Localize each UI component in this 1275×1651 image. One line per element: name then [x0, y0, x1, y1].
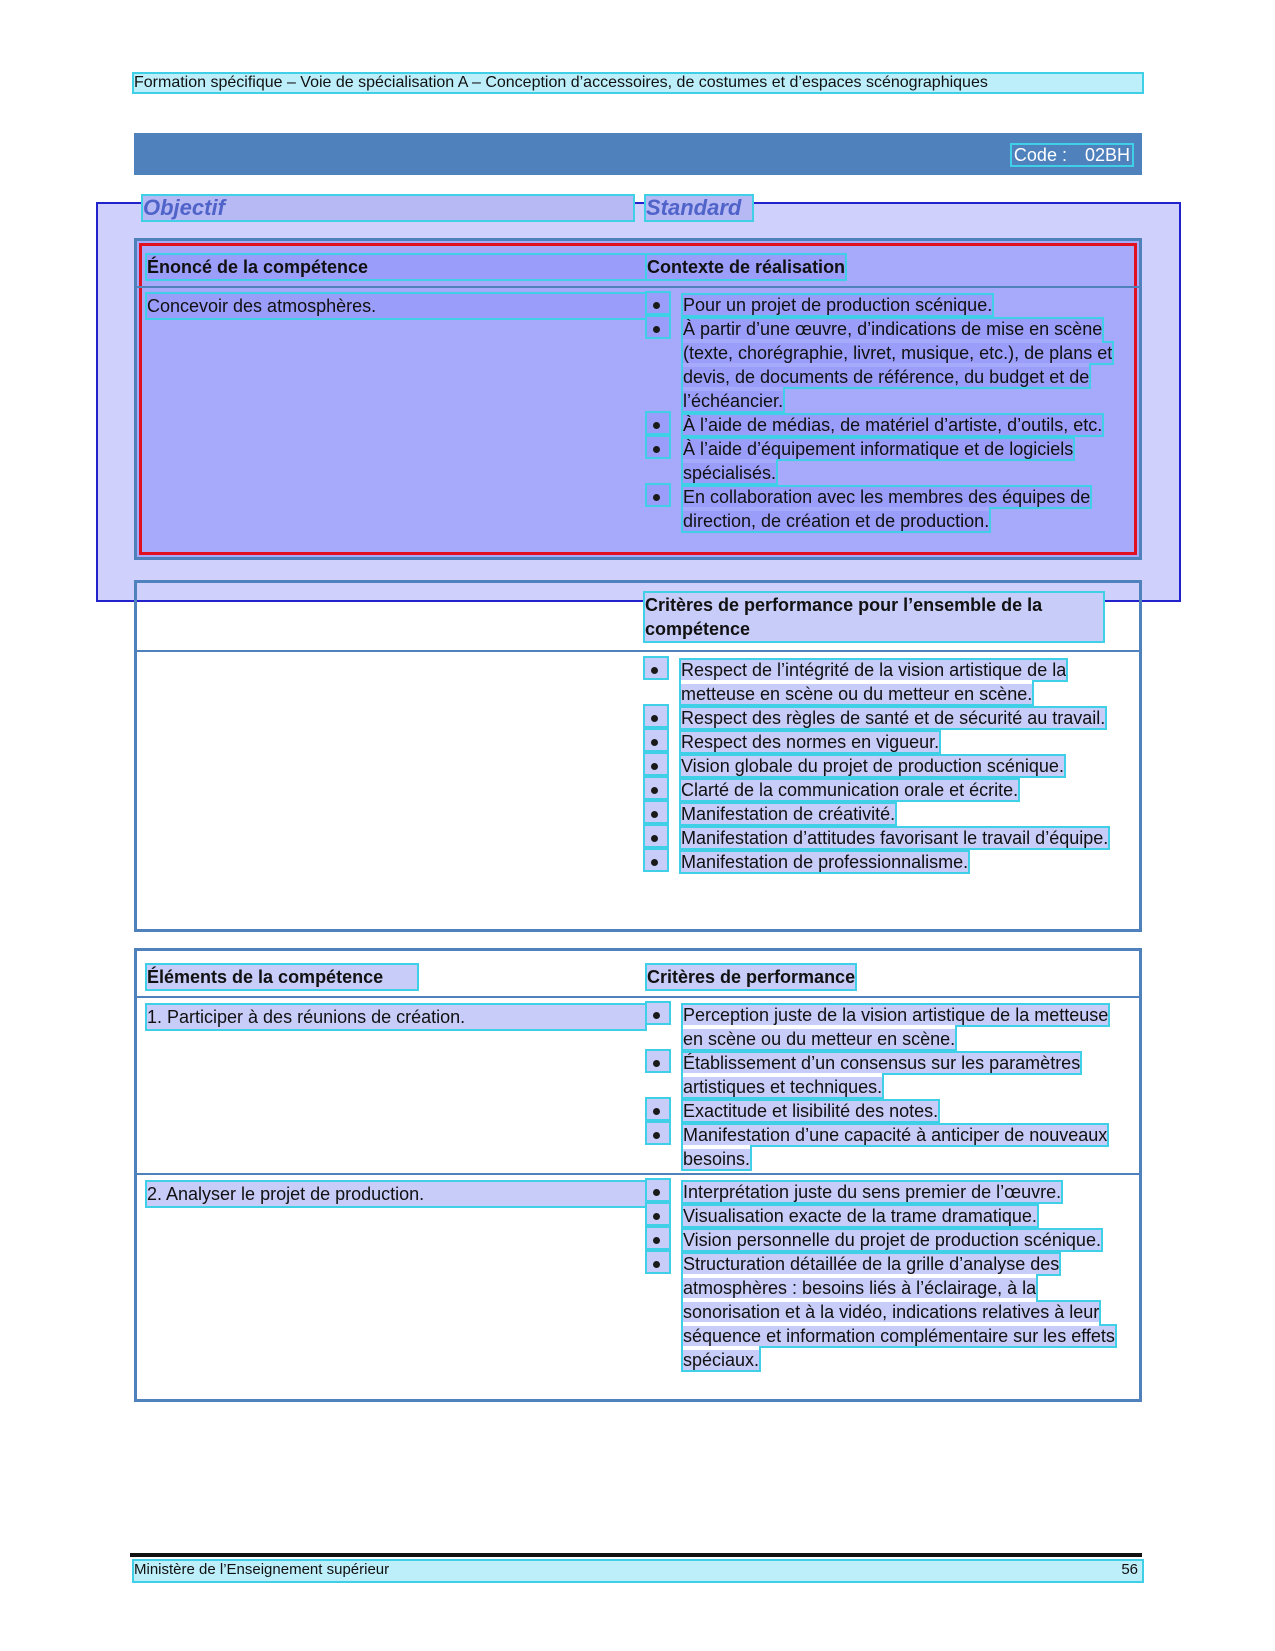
bullet-icon	[647, 413, 669, 433]
footer-ministry: Ministère de l’Enseignement supérieur	[134, 1561, 390, 1578]
context-heading: Contexte de réalisation	[647, 257, 846, 277]
list-item: À l’aide de médias, de matériel d’artiste, d’outils, etc.	[647, 413, 1117, 437]
bullet-icon	[645, 826, 667, 846]
global-criteria-panel	[134, 580, 1142, 932]
list-item: Vision personnelle du projet de production scénique.	[647, 1228, 1117, 1252]
bullet-icon	[645, 706, 667, 726]
code-value: 02BH	[1084, 145, 1130, 165]
context-list	[647, 293, 1117, 533]
list-item: Manifestation de créativité.	[645, 802, 1117, 826]
competence-heading: Énoncé de la compétence	[147, 255, 645, 279]
list-item: Manifestation de professionnalisme.	[645, 850, 1117, 874]
list-item: Manifestation d’attitudes favorisant le travail d’équipe.	[645, 826, 1117, 850]
bullet-icon	[647, 1099, 669, 1119]
list-item: Respect de l’intégrité de la vision artistique de la metteuse en scène ou du metteur en scène.	[645, 658, 1117, 706]
list-item: Interprétation juste du sens premier de l’œuvre.	[647, 1180, 1117, 1204]
elements-heading: Éléments de la compétence	[147, 965, 417, 989]
bullet-icon	[645, 658, 667, 678]
bullet-icon	[647, 1003, 669, 1023]
list-item: Respect des normes en vigueur.	[645, 730, 1117, 754]
bullet-icon	[645, 850, 667, 870]
list-item: Vision globale du projet de production scénique.	[645, 754, 1117, 778]
page-number: 56	[1121, 1561, 1138, 1578]
bullet-icon	[645, 778, 667, 798]
bullet-icon	[647, 485, 669, 505]
bullet-icon	[647, 1252, 669, 1272]
competence-panel	[134, 238, 1142, 560]
list-item: Établissement d’un consensus sur les paramètres artistiques et techniques.	[647, 1051, 1117, 1099]
list-item: Pour un projet de production scénique.	[647, 293, 1117, 317]
course-code	[1012, 145, 1132, 165]
code-label: Code :	[1013, 145, 1067, 165]
list-item: À partir d’une œuvre, d’indications de mise en scène (texte, chorégraphie, livret, musique, etc.), de plans et devis, de documents de référence, du budget et de l’échéancier.	[647, 317, 1117, 413]
bullet-icon	[645, 754, 667, 774]
objective-label: Objectif	[143, 196, 633, 220]
divider	[137, 650, 1139, 652]
list-item: Clarté de la communication orale et écrite.	[645, 778, 1117, 802]
element-2-criteria	[647, 1180, 1117, 1372]
list-item: Respect des règles de santé et de sécurité au travail.	[645, 706, 1117, 730]
standard-label: Standard	[646, 196, 752, 220]
bullet-icon	[645, 730, 667, 750]
list-item: Visualisation exacte de la trame dramatique.	[647, 1204, 1117, 1228]
global-criteria-list	[645, 658, 1117, 874]
bullet-icon	[645, 802, 667, 822]
competence-statement: Concevoir des atmosphères.	[147, 294, 645, 318]
element-2: 2. Analyser le projet de production.	[147, 1182, 645, 1206]
bullet-icon	[647, 317, 669, 337]
bullet-icon	[647, 1051, 669, 1071]
bullet-icon	[647, 293, 669, 313]
divider	[137, 1173, 1139, 1175]
bullet-icon	[647, 437, 669, 457]
footer	[134, 1561, 1142, 1581]
list-item: Perception juste de la vision artistique de la metteuse en scène ou du metteur en scène.	[647, 1003, 1117, 1051]
list-item: Exactitude et lisibilité des notes.	[647, 1099, 1117, 1123]
footer-rule	[130, 1553, 1142, 1557]
global-criteria-heading: Critères de performance pour l’ensemble de la compétence	[645, 593, 1103, 641]
bullet-icon	[647, 1123, 669, 1143]
list-item: En collaboration avec les membres des équipes de direction, de création et de production.	[647, 485, 1117, 533]
elements-panel	[134, 948, 1142, 1402]
list-item: À l’aide d’équipement informatique et de logiciels spécialisés.	[647, 437, 1117, 485]
bullet-icon	[647, 1228, 669, 1248]
divider	[137, 286, 1139, 288]
list-item: Structuration détaillée de la grille d’analyse des atmosphères : besoins liés à l’éclairage, à la sonorisation et à la vidéo, indications relatives à leur séquence et information complémentaire sur les effets spéciaux.	[647, 1252, 1117, 1372]
bullet-icon	[647, 1204, 669, 1224]
element-1: 1. Participer à des réunions de création.	[147, 1005, 645, 1029]
criteria-heading: Critères de performance	[647, 967, 856, 987]
list-item: Manifestation d’une capacité à anticiper de nouveaux besoins.	[647, 1123, 1117, 1171]
divider	[137, 996, 1139, 998]
code-bar	[134, 133, 1142, 175]
running-header: Formation spécifique – Voie de spécialisation A – Conception d’accessoires, de costumes et d’espaces scénographiques	[134, 74, 1142, 92]
bullet-icon	[647, 1180, 669, 1200]
element-1-criteria	[647, 1003, 1117, 1171]
